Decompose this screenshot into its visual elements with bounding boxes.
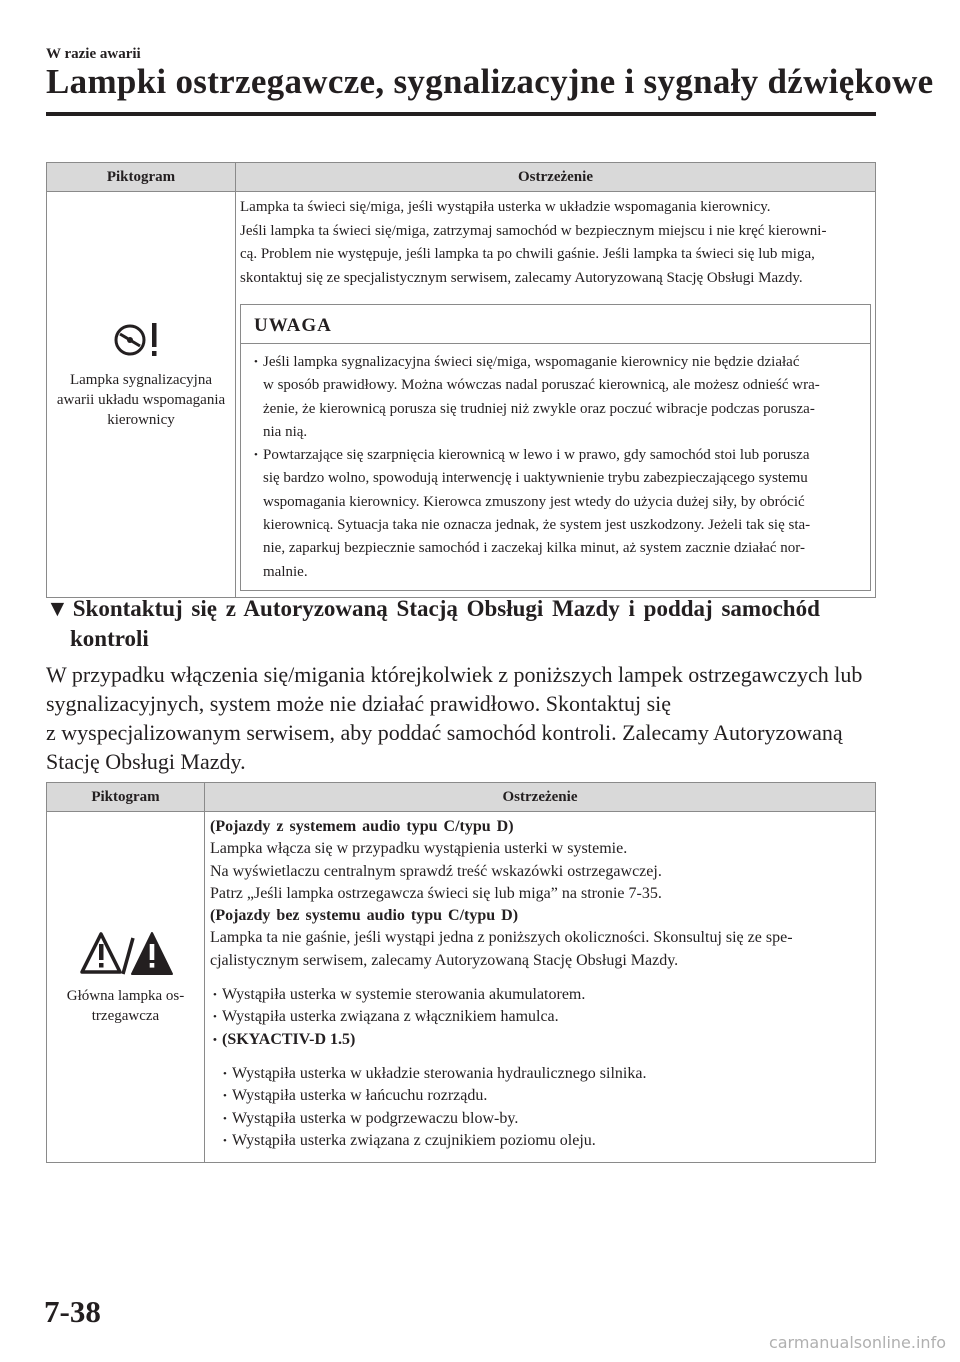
bullet-line: kierownicą. Sytuacja taka nie oznacza jednak, że system jest uszkodzony. Jeżeli tak się sta-	[263, 517, 811, 534]
caption-line: awarii układu wspomagania	[56, 392, 226, 409]
desc-line: cjalistycznym serwisem, zalecamy Autoryzowaną Stację Obsługi Mazdy.	[210, 951, 679, 969]
icon-caption	[47, 986, 204, 1026]
uwaga-box	[240, 304, 871, 591]
warning-table-1	[46, 162, 876, 598]
caption-line: Lampka sygnalizacyjna	[69, 372, 213, 389]
desc-line: cą. Problem nie występuje, jeśli lampka ta po chwili gaśnie. Jeśli lampka ta świeci się lub miga,	[240, 246, 815, 262]
warning-cell	[236, 192, 876, 598]
subheading-line	[46, 594, 876, 624]
warning-cell	[205, 812, 876, 1163]
list-item: • Wystąpiła usterka w układzie sterowania hydraulicznego silnika.	[226, 1063, 869, 1085]
warning-description	[236, 192, 875, 290]
list-item: • Wystąpiła usterka związana z czujnikiem poziomu oleju.	[226, 1130, 869, 1152]
subheading-line: kontroli	[70, 626, 149, 651]
uwaga-body	[241, 344, 870, 590]
icon-caption	[47, 370, 235, 430]
desc-line: Jeśli lampka ta świeci się/miga, zatrzymaj samochód w bezpiecznym miejscu i nie kręć kierowni-	[240, 222, 827, 239]
page-title: Lampki ostrzegawcze, sygnalizacyjne i sygnały dźwiękowe	[46, 62, 934, 101]
caption-line: Główna lampka os-	[66, 988, 185, 1005]
vehicle-condition-heading: (Pojazdy bez systemu audio typu C/typu D)	[210, 907, 519, 925]
col-header-ostrzezenie: Ostrzeżenie	[236, 163, 876, 192]
desc-line: Na wyświetlaczu centralnym sprawdź treść wskazówki ostrzegawczej.	[210, 862, 662, 880]
triangle-marker-icon: ▼	[46, 596, 69, 621]
section-label: W razie awarii	[46, 46, 141, 62]
bullet-line: malnie.	[263, 563, 308, 580]
steering-warning-icon	[112, 320, 170, 360]
section-subheading	[46, 594, 876, 654]
caption-line: kierownicy	[107, 412, 175, 429]
desc-line: Patrz „Jeśli lampka ostrzegawcza świeci się lub miga” na stronie 7-35.	[210, 884, 662, 902]
col-header-piktogram: Piktogram	[47, 163, 236, 192]
paragraph-line: sygnalizacyjnych, system może nie działać prawidłowo. Skontaktuj się	[46, 691, 672, 716]
desc-line: Lampka ta świeci się/miga, jeśli wystąpiła usterka w układzie wspomagania kierownicy.	[240, 199, 771, 215]
caption-line: trzegawcza	[91, 1008, 160, 1025]
col-header-piktogram: Piktogram	[47, 783, 205, 812]
col-header-ostrzezenie: Ostrzeżenie	[205, 783, 876, 812]
icon-cell	[47, 812, 205, 1163]
uwaga-bullet	[257, 351, 858, 444]
list-item: • Wystąpiła usterka w podgrzewaczu blow-by.	[226, 1108, 869, 1130]
uwaga-heading: UWAGA	[241, 305, 870, 344]
table-row	[47, 192, 876, 598]
master-warning-icon	[78, 928, 174, 978]
condition-list	[210, 984, 869, 1051]
bullet-line: się bardzo wolno, spowodują interwencję i uaktywnienie trybu zabezpieczającego systemu	[263, 470, 808, 487]
desc-line: skontaktuj się ze specjalistycznym serwisem, zalecamy Autoryzowaną Stację Obsługi Mazdy.	[240, 269, 803, 286]
icon-cell	[47, 192, 236, 598]
uwaga-bullet	[257, 444, 858, 584]
bullet-line: nia nią.	[263, 423, 308, 440]
paragraph-line: W przypadku włączenia się/migania którejkolwiek z poniższych lampek ostrzegawczych lub	[46, 662, 863, 687]
bullet-line: żenie, że kierownicą porusza się trudniej niż zwykle oraz poczuć wibracje podczas porusza-	[263, 400, 815, 417]
list-item: • Wystąpiła usterka w łańcuchu rozrządu.	[226, 1085, 869, 1107]
vehicle-condition-heading: (Pojazdy z systemem audio typu C/typu D)	[210, 818, 514, 835]
bullet-line: • Powtarzające się szarpnięcia kierownicą w lewo i w prawo, gdy samochód stoi lub porusza	[263, 447, 810, 464]
list-item: • Wystąpiła usterka w systemie sterowania akumulatorem.	[216, 984, 869, 1006]
table-row	[47, 812, 876, 1163]
bullet-line: nie, zaparkuj bezpiecznie samochód i zaczekaj kilka minut, aż system zacznie działać nor-	[263, 540, 805, 557]
warning-description	[205, 812, 875, 1162]
desc-line: Lampka włącza się w przypadku wystąpienia usterki w systemie.	[210, 840, 628, 858]
watermark: carmanualsonline.info	[768, 1333, 946, 1352]
list-item: • Wystąpiła usterka związana z włącznikiem hamulca.	[216, 1006, 869, 1028]
paragraph-line: z wyspecjalizowanym serwisem, aby poddać samochód kontroli. Zalecamy Autoryzowaną	[46, 720, 843, 745]
desc-line: Lampka ta nie gaśnie, jeśli wystąpi jedna z poniższych okoliczności. Skonsultuj się ze spe-	[210, 929, 793, 947]
table-header-row	[47, 163, 876, 192]
warning-table-2	[46, 782, 876, 1163]
paragraph-line: Stację Obsługi Mazdy.	[46, 749, 246, 774]
subheading-text: Skontaktuj się z Autoryzowaną Stacją Obsługi Mazdy i poddaj samochód	[72, 596, 820, 621]
body-paragraph	[46, 660, 876, 776]
bullet-line: wspomagania kierownicy. Kierowca zmuszony jest wtedy do użycia dużej siły, by obrócić	[263, 493, 805, 510]
bullet-line: • Jeśli lampka sygnalizacyjna świeci się/miga, wspomaganie kierownicy nie będzie działać	[263, 354, 800, 370]
list-item: • (SKYACTIV-D 1.5)	[216, 1029, 869, 1051]
condition-sublist	[210, 1063, 869, 1152]
bullet-line: w sposób prawidłowy. Można wówczas nadal poruszać kierownicą, ale możesz odnieść wra-	[263, 377, 820, 394]
table-header-row	[47, 783, 876, 812]
page-number: 7-38	[44, 1294, 101, 1329]
title-rule	[46, 112, 876, 116]
